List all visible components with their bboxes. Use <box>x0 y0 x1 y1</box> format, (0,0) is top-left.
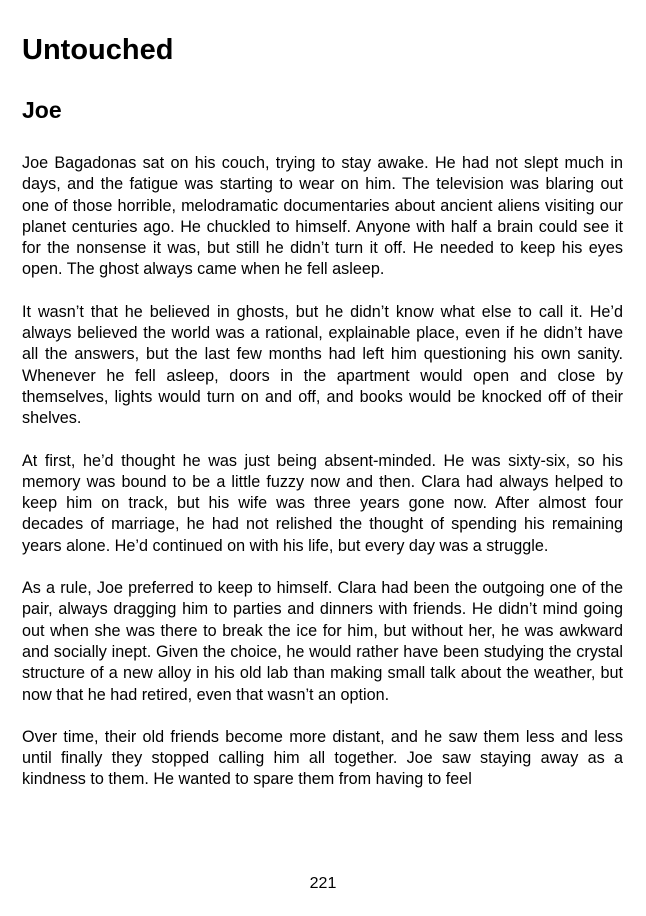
book-title: Untouched <box>22 34 174 66</box>
paragraph: At first, he’d thought he was just being absent-minded. He was sixty-six, so his memory was bound to be a little fuzzy now and then. Clara had always helped to keep him on track, but his wife was three years gone now. After almost four decades of marriage, he had not relished the thought of spending his remaining years alone. He’d continued on with his life, but every day was a struggle. <box>22 451 623 555</box>
page-number: 221 <box>309 875 337 892</box>
paragraph: It wasn’t that he believed in ghosts, but he didn’t know what else to call it. He’d always believed the world was a rational, explainable place, even if he didn’t have all the answers, but the last few months had left him questioning his own sanity. Whenever he fell asleep, doors in the apartment would open and close by themselves, lights would turn on and off, and books would be knocked off of their shelves. <box>22 302 623 428</box>
paragraph: Joe Bagadonas sat on his couch, trying to stay awake. He had not slept much in days, and the fatigue was starting to wear on him. The television was blaring out one of those horrible, melodramatic documentaries about ancient aliens visiting our planet centuries ago. He chuckled to himself. Anyone with half a brain could see it for the nonsense it was, but still he didn’t turn it off. He needed to keep his eyes open. The ghost always came when he fell asleep. <box>22 154 623 279</box>
page-content <box>22 30 623 791</box>
paragraph: As a rule, Joe preferred to keep to himself. Clara had been the outgoing one of the pair, always dragging him to parties and dinners with friends. He didn’t mind going out when she was there to break the ice for him, but without her, he was awkward and socially inept. Given the choice, he would rather have been studying the crystal structure of a new alloy in his old lab than making small talk about the weather, but now that he had retired, even that wasn’t an option. <box>22 579 623 704</box>
paragraph: Over time, their old friends become more distant, and he saw them less and less until finally they stopped calling him all together. Joe saw staying away as a kindness to them. He wanted to spare them from having to feel <box>22 727 623 789</box>
chapter-title: Joe <box>22 97 62 123</box>
